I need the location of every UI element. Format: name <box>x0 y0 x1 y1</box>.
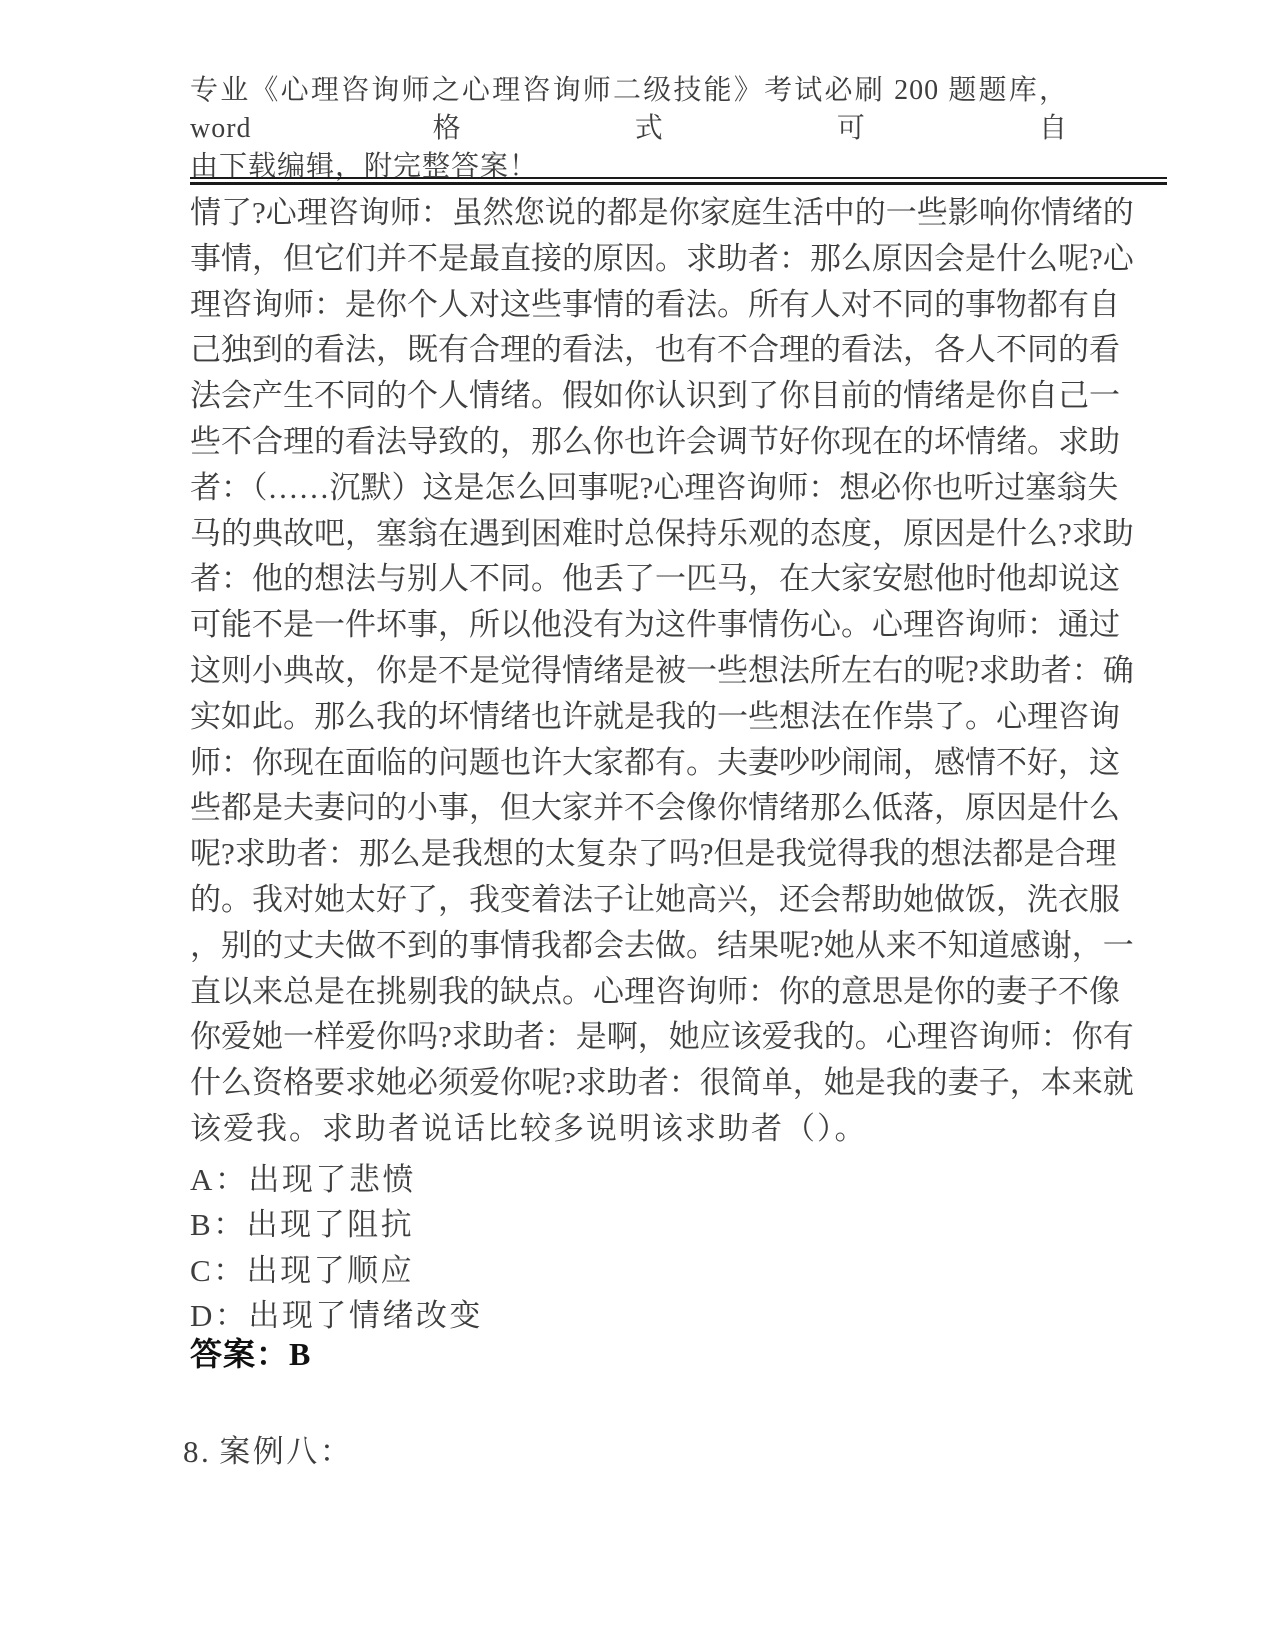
document-header <box>190 72 1068 186</box>
option-line: A：出现了悲愤 <box>190 1162 416 1197</box>
body-text-line: 可能不是一件坏事，所以他没有为这件事情伤心。心理咨询师：通过 <box>190 607 1120 643</box>
body-text-line: 己独到的看法，既有合理的看法，也有不合理的看法，各人不同的看 <box>190 332 1120 368</box>
body-text-line: 情了?心理咨询师：虽然您说的都是你家庭生活中的一些影响你情绪的 <box>190 195 1134 230</box>
answer-line <box>190 1332 311 1377</box>
option-line: B：出现了阻抗 <box>190 1207 415 1243</box>
body-text-line: 师：你现在面临的问题也许大家都有。夫妻吵吵闹闹，感情不好，这 <box>190 744 1120 780</box>
body-text-line: 的。我对她太好了，我变着法子让她高兴，还会帮助她做饭，洗衣服 <box>190 881 1120 917</box>
header-separator-rule <box>190 177 1167 185</box>
body-text-line: 者：（……沉默）这是怎么回事呢?心理咨询师：想必你也听过塞翁失 <box>190 469 1119 505</box>
section-title: 案例八： <box>219 1434 354 1469</box>
question-body <box>190 190 1134 1152</box>
body-text-line: 该爱我。求助者说话比较多说明该求助者（）。 <box>190 1110 868 1146</box>
body-text-line: 你爱她一样爱你吗?求助者：是啊，她应该爱我的。心理咨询师：你有 <box>190 1019 1134 1055</box>
header-text-line: 专业《心理咨询师之心理咨询师二级技能》考试必刷 200 题题库，word 格式可自 <box>190 75 1068 144</box>
body-text-line: 呢?求助者：那么是我想的太复杂了吗?但是我觉得我的想法都是合理 <box>190 836 1117 872</box>
body-text-line: 法会产生不同的个人情绪。假如你认识到了你目前的情绪是你自己一 <box>190 378 1120 414</box>
option-line: D：出现了情绪改变 <box>190 1297 483 1333</box>
next-section-heading <box>183 1429 353 1474</box>
body-text-line: 实如此。那么我的坏情绪也许就是我的一些想法在作祟了。心理咨询 <box>190 698 1120 734</box>
options-list <box>190 1157 1070 1338</box>
section-number: 8. <box>183 1434 212 1469</box>
body-text-line: 些都是夫妻问的小事，但大家并不会像你情绪那么低落，原因是什么 <box>190 790 1120 826</box>
body-text-line: 什么资格要求她必须爱你呢?求助者：很简单，她是我的妻子，本来就 <box>190 1065 1134 1101</box>
body-text-line: 这则小典故，你是不是觉得情绪是被一些想法所左右的呢?求助者：确 <box>190 652 1134 688</box>
option-line: C：出现了顺应 <box>190 1252 415 1288</box>
answer-value: B <box>289 1336 312 1372</box>
body-text-line: 者：他的想法与别人不同。他丢了一匹马，在大家安慰他时他却说这 <box>190 561 1120 597</box>
body-text-line: 马的典故吧，塞翁在遇到困难时总保持乐观的态度，原因是什么?求助 <box>190 515 1134 551</box>
body-text-line: 理咨询师：是你个人对这些事情的看法。所有人对不同的事物都有自 <box>190 286 1120 322</box>
body-text-line: 事情，但它们并不是最直接的原因。求助者：那么原因会是什么呢?心 <box>190 240 1134 276</box>
body-text-line: 些不合理的看法导致的，那么你也许会调节好你现在的坏情绪。求助 <box>190 423 1120 459</box>
header-text-line: 由下载编辑，附完整答案！ <box>190 151 539 182</box>
body-text-line: 直以来总是在挑剔我的缺点。心理咨询师：你的意思是你的妻子不像 <box>190 973 1120 1009</box>
answer-label: 答案： <box>190 1336 290 1372</box>
body-text-line: ，别的丈夫做不到的事情我都会去做。结果呢?她从来不知道感谢，一 <box>190 927 1134 963</box>
